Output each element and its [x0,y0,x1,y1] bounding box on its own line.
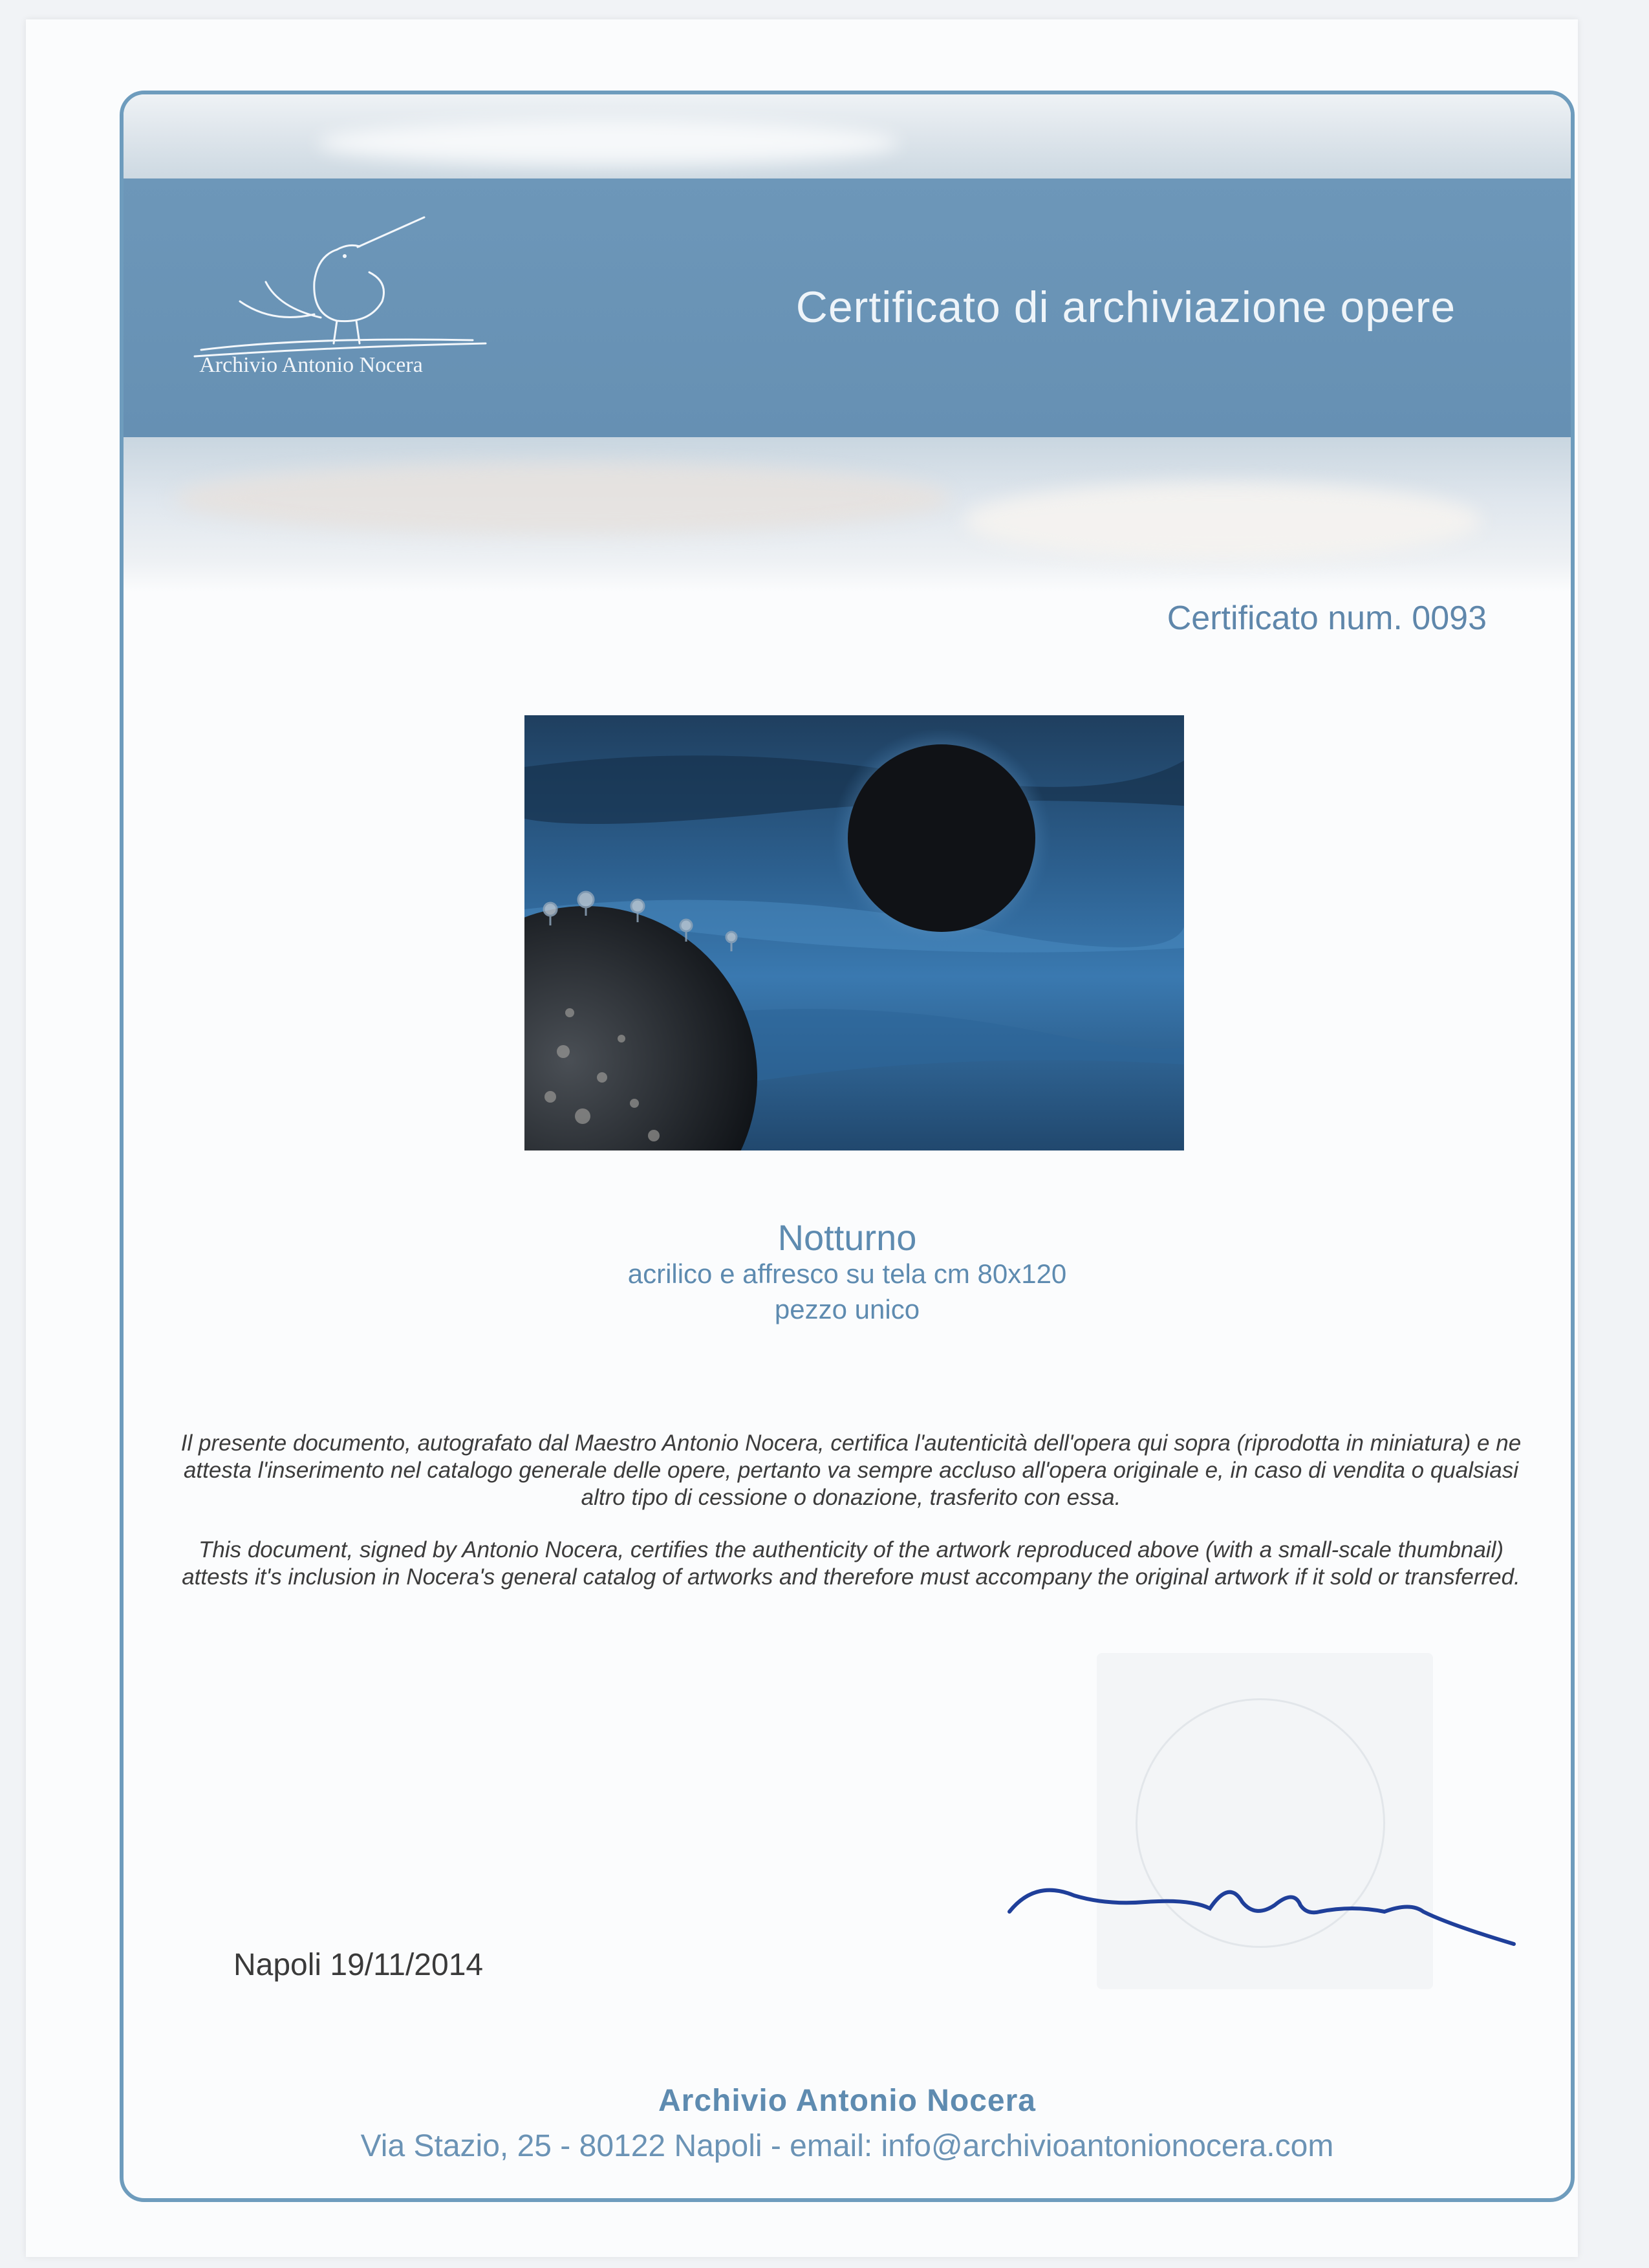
certificate-frame [120,91,1575,2202]
statement-italian: Il presente documento, autografato dal Maestro Antonio Nocera, certifica l'autenticità dell'opera qui sopra (riprodotta in miniatura) e ne attesta l'inserimento nel catalogo generale delle opere, pertanto va sempre accluso all'opera originale e, in caso di vendita o qualsiasi altro tipo di cessione o donazione, trasferito con essa. [180,1431,1522,1510]
logo-text: Archivio Antonio Nocera [199,353,423,377]
artwork-thumbnail [524,715,1184,1150]
sky-strip-bottom [124,437,1571,592]
certificate-title: Certificato di archiviazione opere [795,283,1456,332]
footer-archive-name: Archivio Antonio Nocera [658,2084,1036,2118]
artwork-medium: acrilico e affresco su tela cm 80x120 [627,1258,1067,1289]
statement-english: This document, signed by Antonio Nocera, certifies the authenticity of the artwork reproduced above (with a small-scale thumbnail) attests it's inclusion in Nocera's general catalog of artworks and therefore must accompany the original artwork if it sold or transferred. [182,1537,1520,1590]
footer-address: Via Stazio, 25 - 80122 Napoli - email: info@archivioantonionocera.com [360,2129,1334,2163]
sky-strip-top [124,94,1571,178]
artwork-title: Notturno [777,1217,917,1258]
artwork-edition: pezzo unico [774,1294,920,1324]
certificate-number: Certificato num. 0093 [1167,599,1487,637]
place-and-date: Napoli 19/11/2014 [233,1948,484,1982]
handwritten-signature [997,1841,1527,1963]
